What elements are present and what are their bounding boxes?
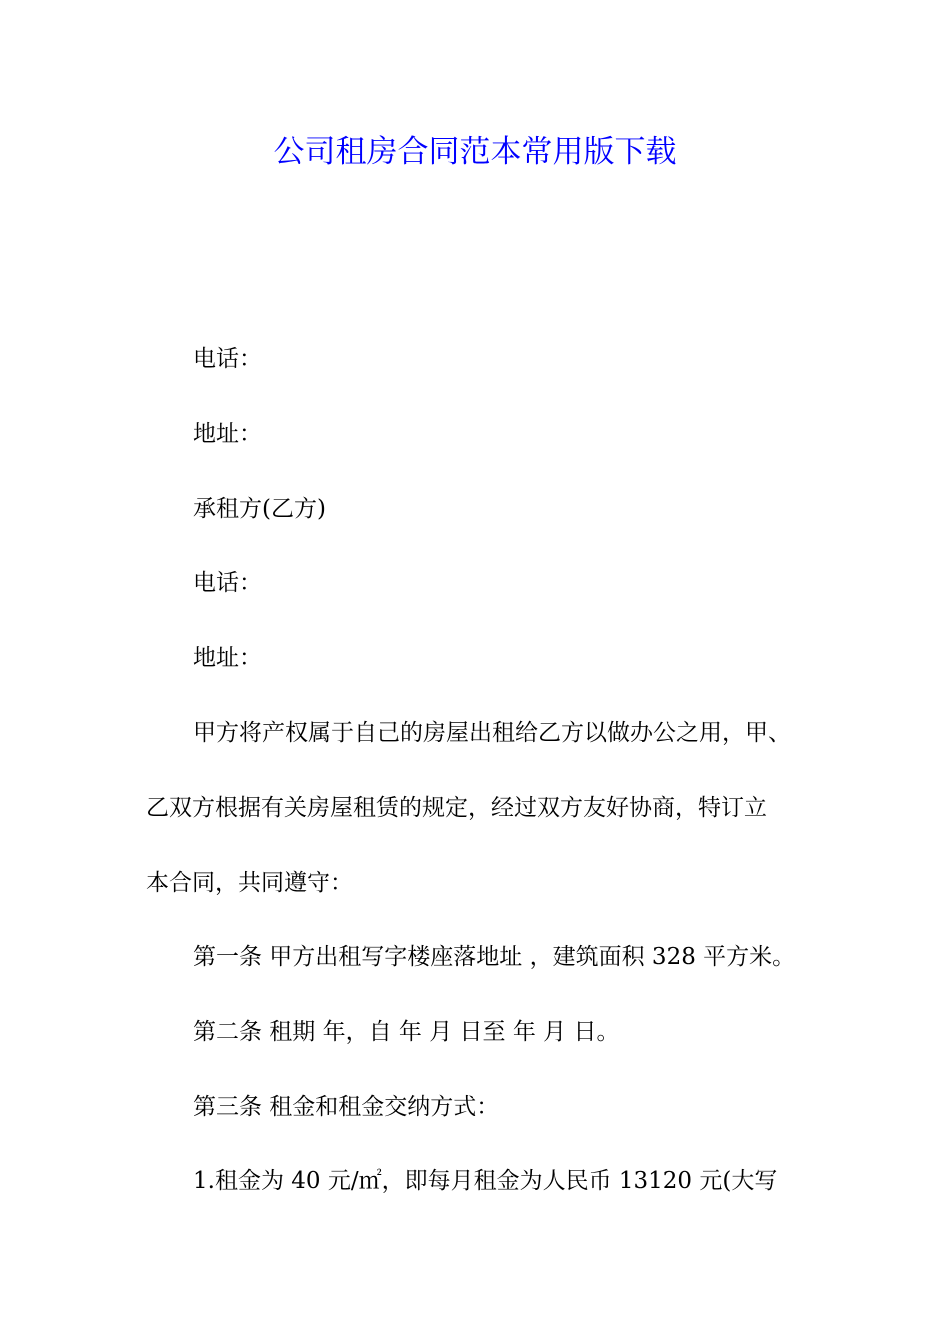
preamble-line-2: 乙双方根据有关房屋租赁的规定，经过双方友好协商，特订立 (146, 795, 767, 821)
party-a-phone-line: 电话： (193, 346, 262, 372)
document-title: 公司租房合同范本常用版下载 (273, 134, 677, 170)
article-1-line: 第一条 甲方出租写字楼座落地址 ，建筑面积 328 平方米。 (193, 944, 796, 970)
rent-clause-1-line: 1.租金为 40 元/㎡，即每月租金为人民币 13120 元(大写 (193, 1168, 778, 1194)
lessee-label-line: 承租方(乙方) (193, 496, 326, 522)
party-b-address-line: 地址： (193, 645, 262, 671)
party-b-phone-line: 电话： (193, 570, 262, 596)
preamble-line-3: 本合同，共同遵守： (146, 870, 353, 896)
article-3-line: 第三条 租金和租金交纳方式： (193, 1094, 500, 1120)
preamble-line-1: 甲方将产权属于自己的房屋出租给乙方以做办公之用，甲、 (193, 720, 791, 746)
article-2-line: 第二条 租期 年，自 年 月 日至 年 月 日。 (193, 1019, 620, 1045)
party-a-address-line: 地址： (193, 421, 262, 447)
